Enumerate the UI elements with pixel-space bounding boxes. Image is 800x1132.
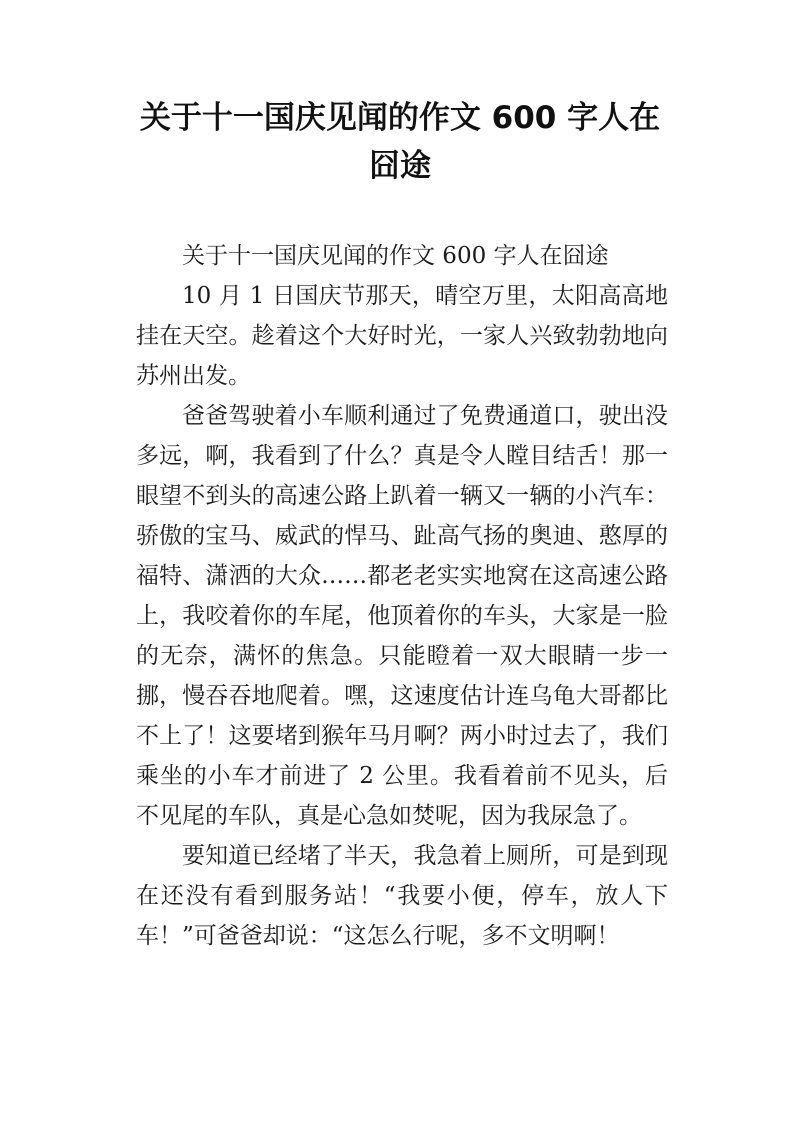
paragraph: 要知道已经堵了半天，我急着上厕所，可是到现在还没有看到服务站！“我要小便，停车，放人下车！”可爸爸却说：“这怎么行呢，多不文明啊！ [136, 843, 668, 949]
title-line-2: 囧途 [369, 148, 431, 184]
paragraph: 10 月 1 日国庆节那天，晴空万里，太阳高高地挂在天空。趁着这个大好时光，一家人兴致勃勃地向苏州出发。 [136, 283, 668, 389]
paragraph: 爸爸驾驶着小车顺利通过了免费通道口，驶出没多远，啊，我看到了什么？真是令人瞠目结舌！那一眼望不到头的高速公路上趴着一辆又一辆的小汽车：骄傲的宝马、威武的悍马、趾高气扬的奥迪、憨厚的福特、潇洒的大众……都老老实实地窝在这高速公路上，我咬着你的车尾，他顶着你的车头，大家是一脸的无奈，满怀的焦急。只能瞪着一双大眼睛一步一挪，慢吞吞地爬着。嘿，这速度估计连乌龟大哥都比不上了！这要堵到猴年马月啊？两小时过去了，我们乘坐的小车才前进了 2 公里。我看着前不见头，后不见尾的车队，真是心急如焚呢，因为我尿急了。 [136, 403, 668, 829]
title-line-1: 关于十一国庆见闻的作文 600 字人在 [139, 100, 661, 136]
paragraph-heading: 关于十一国庆见闻的作文 600 字人在囧途 [182, 243, 609, 269]
article-body [136, 236, 668, 956]
document-title [120, 94, 680, 190]
